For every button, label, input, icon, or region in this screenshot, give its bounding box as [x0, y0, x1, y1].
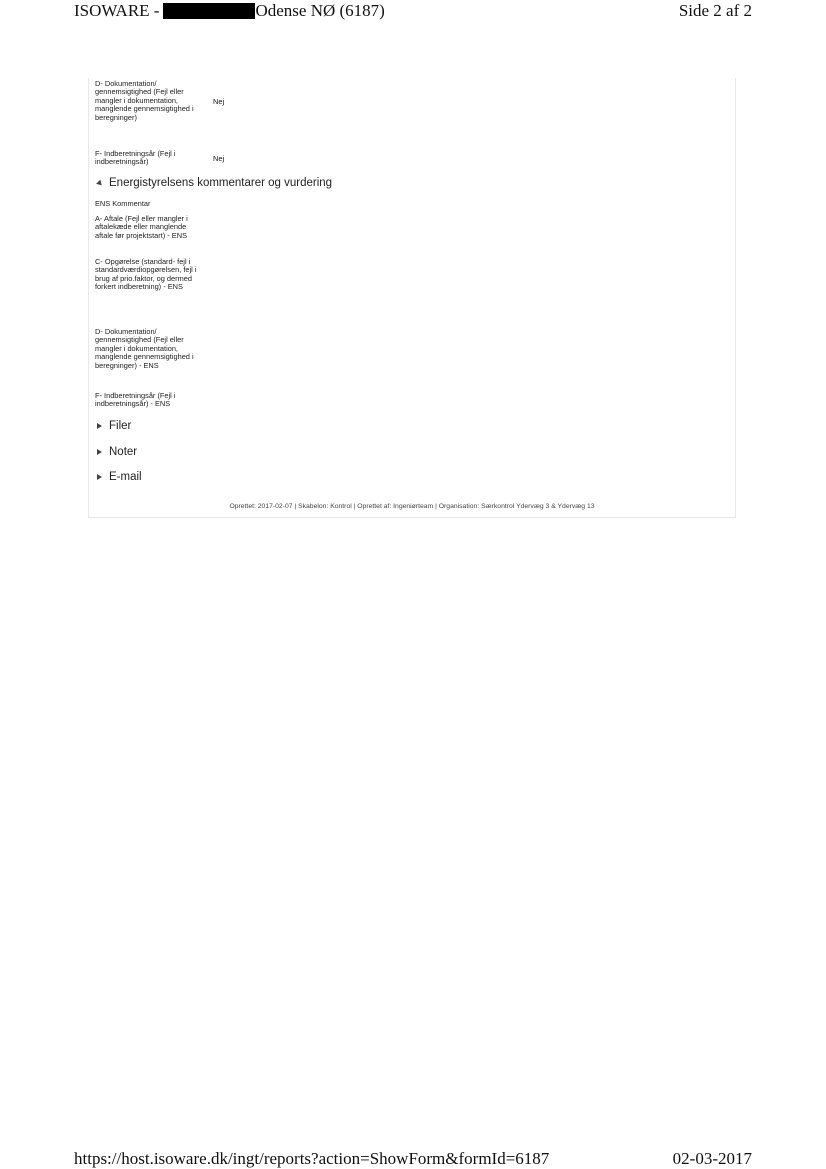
expanded-triangle-icon [96, 179, 104, 187]
print-header-form-title: Odense NØ (6187) [255, 1, 385, 20]
print-footer-date: 02-03-2017 [672, 1149, 752, 1168]
section-header-email[interactable] [97, 471, 142, 483]
section-title: E-mail [109, 471, 142, 483]
field-label: C- Opgørelse (standard- fejl i standardværdiopgørelsen, fejl i brug af prio.faktor, og dermed forkert indberetning) - ENS [95, 257, 197, 292]
field-value: Nej [213, 153, 225, 163]
field-label: F- Indberetningsår (Fejl i indberetningsår) [95, 149, 176, 167]
field-label: F- Indberetningsår (Fejl i indberetningsår) - ENS [95, 391, 176, 409]
section-title: Filer [109, 420, 132, 432]
form-panel [88, 78, 736, 518]
print-header-title [74, 1, 385, 21]
ens-field-opgoerelse [95, 258, 205, 292]
field-label: A- Aftale (Fejl eller mangler i aftalekæde eller manglende aftale før projektstart) - ENS [95, 214, 188, 240]
ens-comment-label: ENS Kommentar [95, 199, 151, 208]
field-row-dokumentation [95, 80, 224, 122]
print-footer-url: https://host.isoware.dk/ingt/reports?action=ShowForm&formId=6187 [74, 1149, 550, 1168]
section-header-noter[interactable] [97, 446, 137, 458]
collapsed-triangle-icon [97, 423, 102, 429]
ens-field-aftale [95, 215, 205, 240]
print-header-page-number: Side 2 af 2 [678, 1, 752, 20]
ens-field-dokumentation [95, 328, 205, 370]
section-header-filer[interactable] [97, 420, 131, 432]
section-title: Energistyrelsens kommentarer og vurdering [109, 177, 333, 189]
print-header-app: ISOWARE - [74, 1, 160, 20]
field-label: D- Dokumentation/ gennemsigtighed (Fejl eller mangler i dokumentation, manglende gennemsigtighed i beregninger) [95, 79, 194, 122]
form-metadata-footer: Oprettet: 2017-02-07 | Skabelon: Kontrol | Oprettet af: Ingeniørteam | Organisation: Særkontrol Ydervæg 3 & Ydervæg 13 [229, 503, 595, 510]
field-row-indberetningsaar [95, 150, 224, 167]
collapsed-triangle-icon [97, 474, 102, 480]
collapsed-triangle-icon [97, 449, 102, 455]
section-header-ens[interactable] [97, 177, 332, 189]
redaction-box [163, 3, 255, 19]
section-title: Noter [109, 446, 138, 458]
field-value: Nej [213, 96, 225, 106]
field-label: D- Dokumentation/ gennemsigtighed (Fejl eller mangler i dokumentation, manglende gennemsigtighed i beregninger) - ENS [95, 327, 194, 370]
ens-field-indberetningsaar [95, 392, 205, 409]
